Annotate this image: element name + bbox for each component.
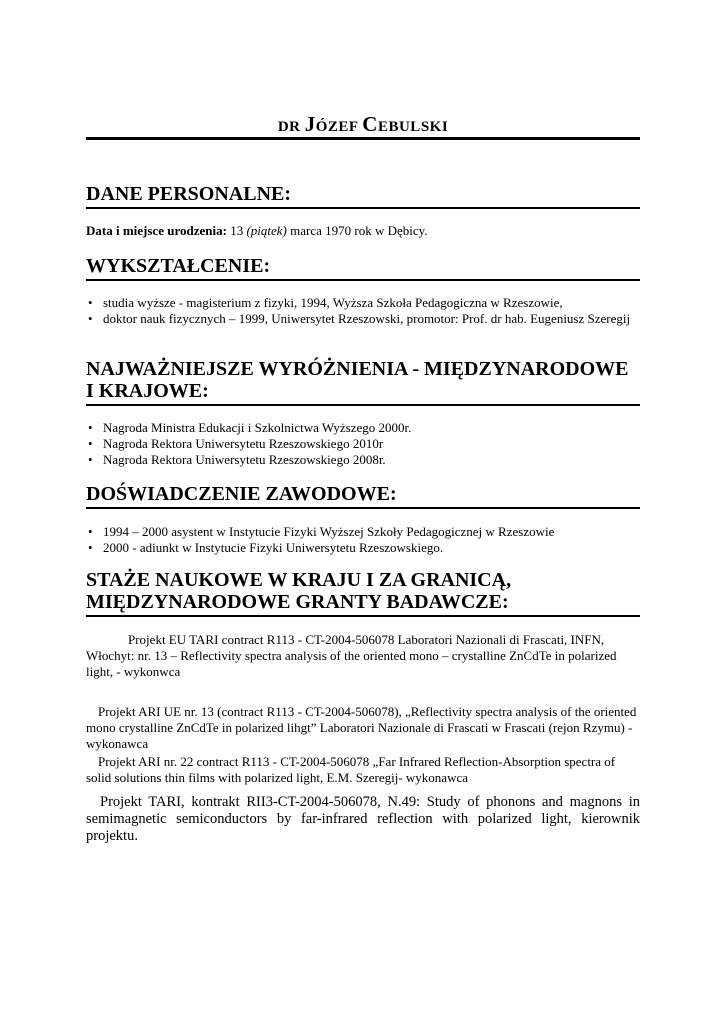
- grant-paragraph: Projekt TARI, kontrakt RII3-CT-2004-506078, N.49: Study of phonons and magnons in semimagnetic semiconductors by far-infrared reflection with polarized light, kierownik projektu.: [86, 794, 640, 844]
- awards-list: [86, 420, 640, 468]
- list-item: • 1994 – 2000 asystent w Instytucie Fizyki Wyższej Szkoły Pedagogicznej w Rzeszowie: [86, 524, 640, 540]
- birth-value-b: marca 1970 rok w Dębicy.: [286, 223, 428, 238]
- section-heading-internships: STAŻE NAUKOWE W KRAJU I ZA GRANICĄ, MIĘDZYNARODOWE GRANTY BADAWCZE:: [86, 569, 640, 617]
- list-item: • doktor nauk fizycznych – 1999, Uniwersytet Rzeszowski, promotor: Prof. dr hab. Eugeniusz Szeregij: [86, 311, 640, 327]
- birth-value-italic: (piątek): [246, 223, 287, 238]
- section-heading-education: WYKSZTAŁCENIE:: [86, 255, 640, 281]
- education-list: [86, 295, 640, 327]
- birth-info: [86, 223, 640, 239]
- title-prefix: DR: [277, 119, 305, 135]
- grant-paragraph: Projekt EU TARI contract R113 - CT-2004-506078 Laboratori Nazionali di Frascati, INFN, Włochyt: nr. 13 – Reflectivity spectra analysis of the oriented mono – crystalline ZnCdTe in polarized light, - wykonwca: [86, 632, 617, 679]
- title-divider: [86, 137, 640, 140]
- title-first-initial: J: [304, 112, 316, 136]
- birth-label: Data i miejsce urodzenia:: [86, 223, 227, 238]
- section-heading-experience: DOŚWIADCZENIE ZAWODOWE:: [86, 483, 640, 509]
- list-item: • Nagroda Rektora Uniwersytetu Rzeszowskiego 2008r.: [86, 452, 640, 468]
- title-last-initial: C: [362, 112, 378, 136]
- list-item: • 2000 - adiunkt w Instytucie Fizyki Uniwersytetu Rzeszowskiego.: [86, 540, 640, 556]
- section-heading-personal: DANE PERSONALNE:: [86, 183, 640, 209]
- grant-paragraph: Projekt ARI UE nr. 13 (contract R113 - CT-2004-506078), „Reflectivity spectra analysis of the oriented mono crystalline ZnCdTe in polarized lihgt” Laboratori Nazionale di Frascati w Frascati (rejon Rzymu) - wykonawca: [86, 704, 637, 751]
- list-item: • Nagroda Rektora Uniwersytetu Rzeszowskiego 2010r: [86, 436, 640, 452]
- section-heading-awards: NAJWAŻNIEJSZE WYRÓŻNIENIA - MIĘDZYNARODOWE I KRAJOWE:: [86, 358, 640, 406]
- experience-list: [86, 524, 640, 556]
- title-last-rest: EBULSKI: [377, 119, 449, 135]
- grant-paragraph: Projekt ARI nr. 22 contract R113 - CT-2004-506078 „Far Infrared Reflection-Absorption spectra of solid solutions thin films with polarized light, E.M. Szeregij- wykonawca: [86, 754, 616, 785]
- list-item: • studia wyższe - magisterium z fizyki, 1994, Wyższa Szkoła Pedagogiczna w Rzeszowie,: [86, 295, 640, 311]
- document-title: [86, 112, 640, 137]
- list-item: • Nagroda Ministra Edukacji i Szkolnictwa Wyższego 2000r.: [86, 420, 640, 436]
- birth-value-a: 13: [226, 223, 247, 238]
- title-first-rest: ÓZEF: [315, 119, 363, 135]
